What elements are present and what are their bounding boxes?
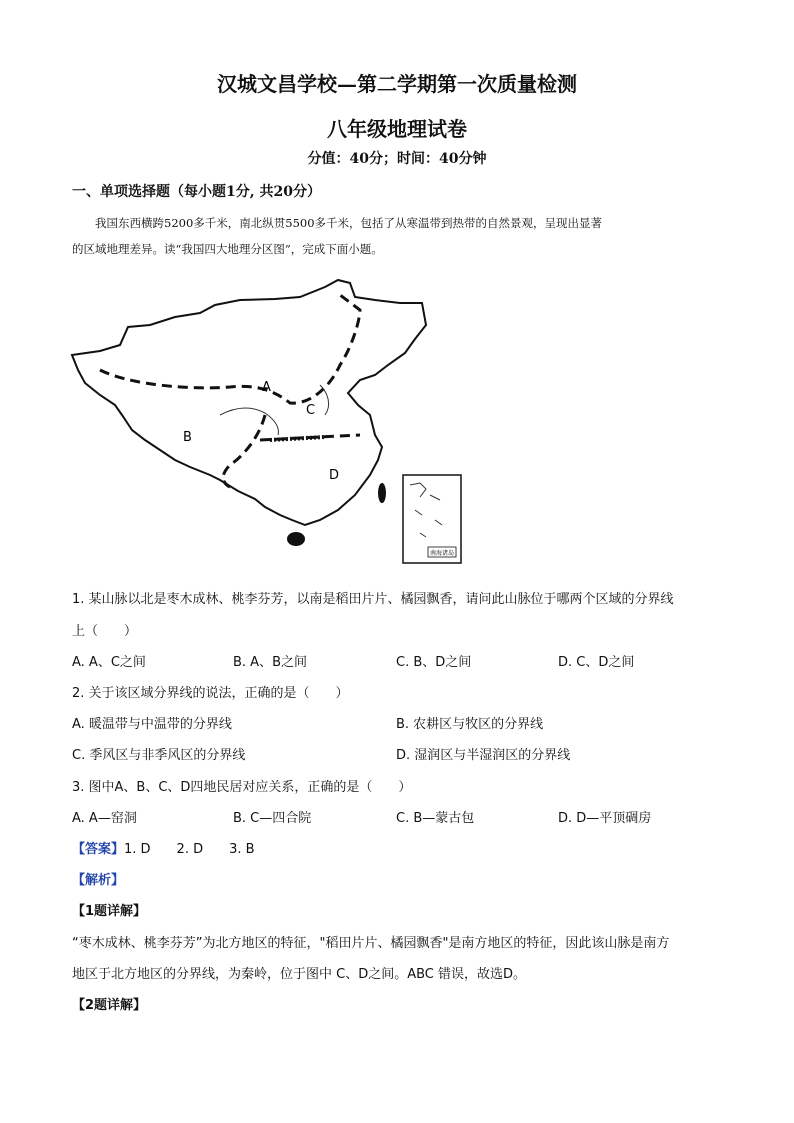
- q2-option-c: C. 季风区与非季风区的分界线: [72, 748, 246, 763]
- q2-option-a: A. 暖温带与中温带的分界线: [72, 717, 232, 732]
- map-label-b: B: [183, 430, 192, 445]
- inset-label: 南海诸岛: [430, 550, 455, 557]
- q1-option-d: D. C、D之间: [558, 655, 635, 670]
- q1-option-b: B. A、B之间: [233, 655, 307, 670]
- answer-row: [72, 838, 255, 857]
- q1-analysis-line-1: “枣木成林、桃李芬芳”为北方地区的特征，"稻田片片、橘园飘香"是南方地区的特征，因此该山脉是南方: [72, 936, 670, 951]
- q2-analysis-heading: 【2题详解】: [72, 998, 147, 1013]
- q2-option-b: B. 农耕区与牧区的分界线: [396, 717, 544, 732]
- intro-line-2: 的区域地理差异。读“我国四大地理分区图”，完成下面小题。: [72, 242, 383, 256]
- map-label-d: D: [329, 468, 340, 483]
- score-time: 分值：40分；时间：40分钟: [307, 151, 487, 167]
- analysis-label: 【解析】: [72, 873, 125, 888]
- map-label-c: C: [306, 403, 316, 418]
- boundary-qinghai-tibet: [223, 415, 265, 487]
- taiwan-island: [378, 483, 386, 503]
- question-2: 2. 关于该区域分界线的说法，正确的是（ ）: [72, 686, 349, 701]
- q3-option-b: B. C—四合院: [233, 811, 312, 826]
- page-subtitle: 八年级地理试卷: [327, 117, 467, 141]
- q1-analysis-line-2: 地区于北方地区的分界线，为秦岭，位于图中 C、D之间。ABC 错误，故选D。: [72, 967, 527, 982]
- china-regions-map: [70, 275, 470, 565]
- river-line: [220, 408, 278, 435]
- china-outline: [72, 280, 426, 525]
- q1-option-a: A. A、C之间: [72, 655, 146, 670]
- section-heading: 一、单项选择题（每小题1分, 共20分）: [72, 184, 321, 200]
- map-label-a: A: [262, 380, 271, 395]
- q3-option-c: C. B—蒙古包: [396, 811, 475, 826]
- intro-line-1: 我国东西横跨5200多千米，南北纵贯5500多千米，包括了从寒温带到热带的自然景观，呈现出显著: [95, 216, 603, 230]
- q1-analysis-heading: 【1题详解】: [72, 904, 147, 919]
- question-1-line-1: 1. 某山脉以北是枣木成林、桃李芬芳，以南是稻田片片、橘园飘香，请问此山脉位于哪两个区域的分界线: [72, 592, 674, 607]
- q3-option-a: A. A—窑洞: [72, 811, 137, 826]
- q3-option-d: D. D—平顶碉房: [558, 811, 652, 826]
- hainan-island: [287, 532, 305, 546]
- answer-values: 1. D 2. D 3. B: [124, 842, 255, 857]
- q2-option-d: D. 湿润区与半湿润区的分界线: [396, 748, 571, 763]
- page-title: 汉城文昌学校—第二学期第一次质量检测: [217, 72, 577, 96]
- boundary-northwest: [100, 295, 360, 403]
- question-1-line-2: 上（ ）: [72, 624, 138, 639]
- question-3: 3. 图中A、B、C、D四地民居对应关系，正确的是（ ）: [72, 780, 412, 795]
- q1-option-c: C. B、D之间: [396, 655, 472, 670]
- answer-label: 【答案】: [72, 842, 125, 857]
